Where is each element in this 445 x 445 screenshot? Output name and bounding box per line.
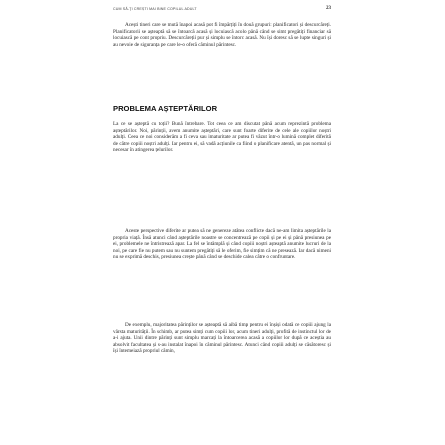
page-header (113, 7, 331, 17)
body-paragraph: De exemplu, majoritatea părinților se așteaptă să aibă timp pentru ei înșiși odată ce copiii ajung la vârsta maturității. În schimb, ar putea simți cum copiii lor, acum tineri adulți, profită de instinctul lor de a-i ajuta. Unii dintre părinți sunt simplu marcați la întoarcerea acasă a copiilor lor după ce aceștia au absolvit facultatea și s-au instalat înapoi în căminul părintesc. Atunci când copiii adulți se căsătoresc și își întemeiază propriul cămin, (113, 322, 331, 355)
body-paragraph: Aceste perspective diferite ar putea să ne genereze atâtea conflicte dacă ne-am limita așteptările la propria viață. Însă atunci când așteptările noastre se concentrează pe copii și pe ei și până presiunea pe ei, problemele ne întristrează apar. La fel se întâmplă și când copiii noștri așteaptă anumite lucruri de la noi, pe care fie nu putem sau nu suntem pregătiți să le oferim, fie simțim că ne presează. Iar dacă nimeni nu se exprimă deschis, presiunea crește până când se deschide calea către o confruntare. (113, 228, 331, 261)
body-paragraph: Acești tineri care se mută înapoi acasă pot fi împărțiți în două grupuri: planificatori și descurcăreți. Planificatorii se așteaptă să se întoarcă acasă și locuiască acolo până când se simt pregătiți financiar să locuiască pe cont propriu. Descurcăreții pur și simplu se întorc acasă. Nu își doresc să se lupte singuri și au nevoie de siguranța pe care le-o oferă căminul părintesc. (113, 22, 331, 48)
body-paragraph: La ce se așteptă cu toții? Bună întrebare. Tot ceea ce am discutat până acum reprezintă problema așteptărilor. Noi, părinții, avem anumite așteptări, care sunt foarte diferite de cele ale copiilor noștri adulți. Ceea ce noi considerăm a fi ceva sau imaturitate ar putea fi văzut într-o lumină complet diferită de către copiii noștri adulți. Iar pentru ei, să vadă acțiunile ca fiind o planificare atentă, un pas normal și necesar în atingerea țelurilor. (113, 121, 331, 154)
running-head: CUM SĂ-ŢI CREȘTI MAI BINE COPILUL ADULT (113, 7, 197, 11)
page-number: 23 (326, 6, 331, 11)
section-heading: PROBLEMA AȘTEPTĂRILOR (113, 104, 218, 113)
